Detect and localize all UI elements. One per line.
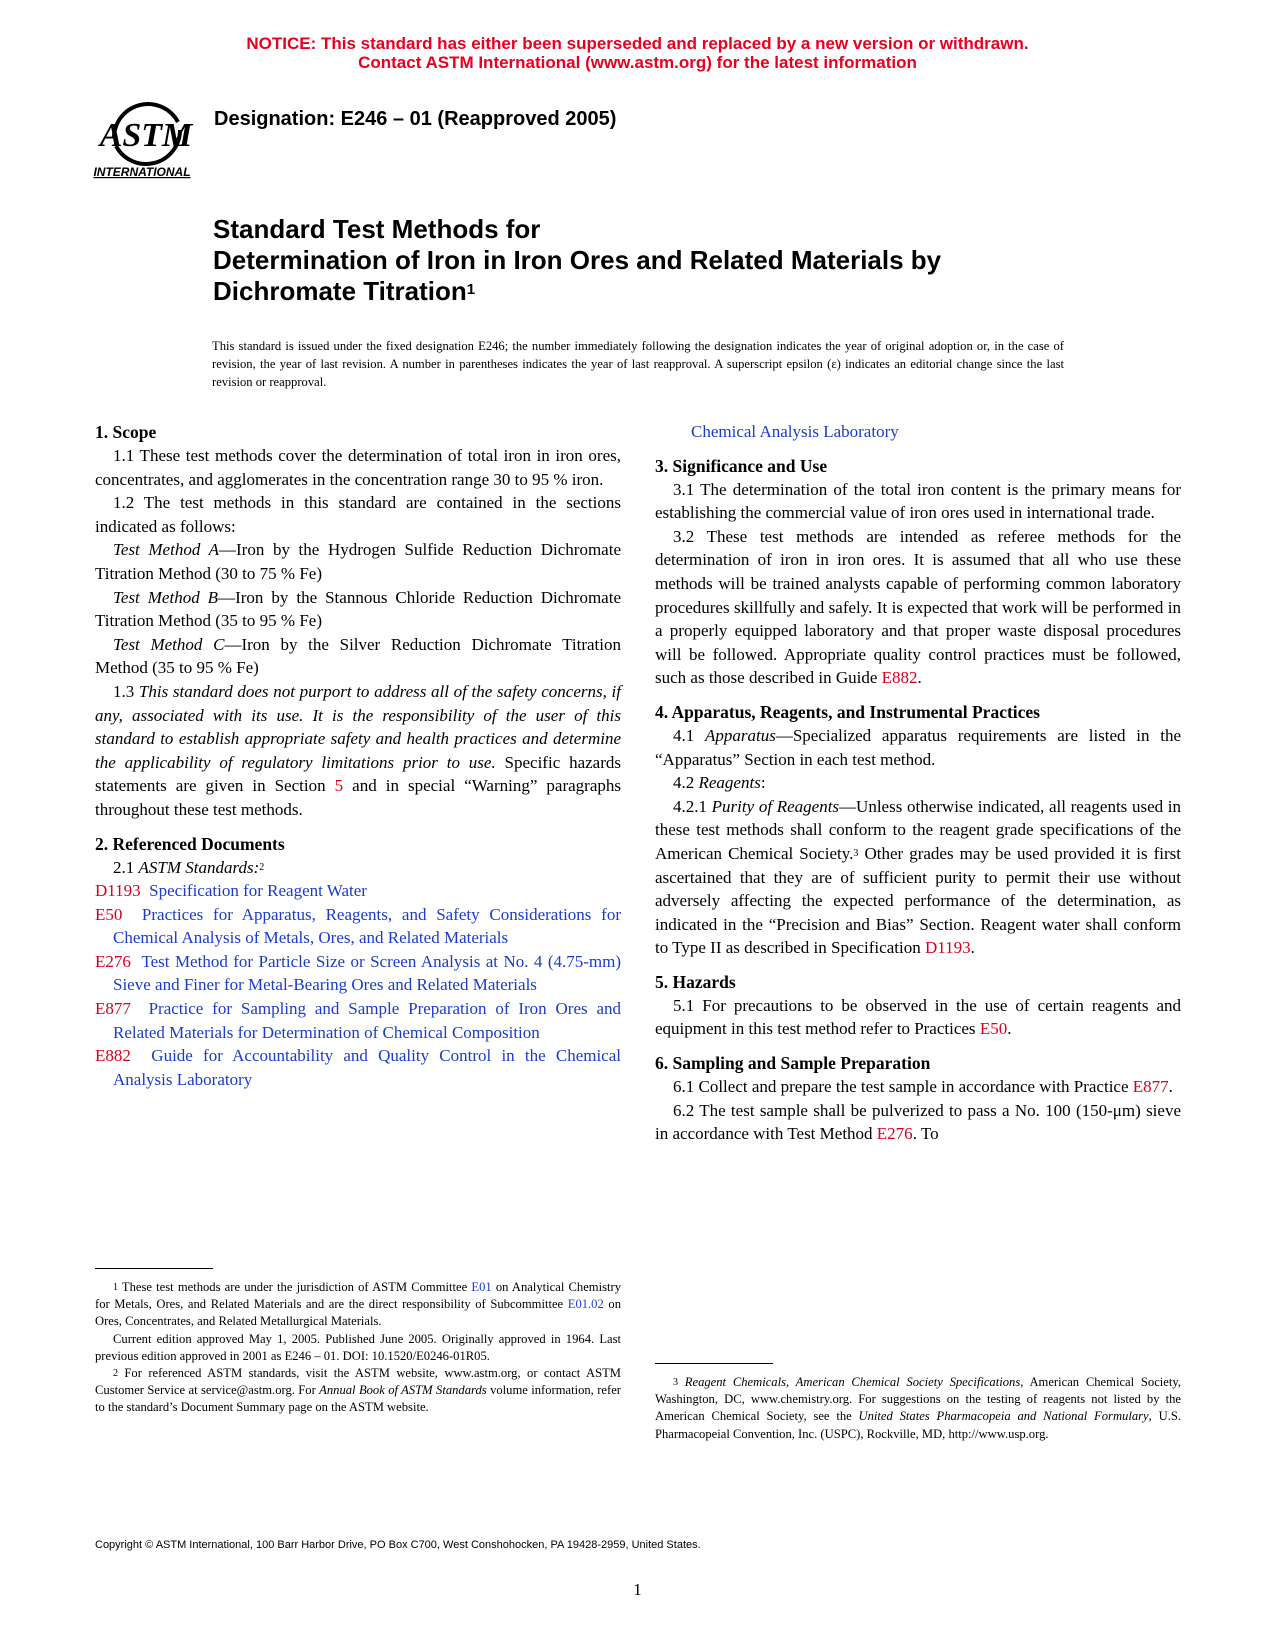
para-4-2-1-end: . — [970, 938, 975, 958]
ref-d1193[interactable] — [95, 879, 621, 903]
para-3-2-end: . — [917, 668, 922, 688]
para-6-1-end: . — [1168, 1077, 1173, 1097]
method-a-text: —Iron by the Hydrogen Sulfide Reduction Dichromate Titration Method (30 to 75 % Fe) — [95, 540, 621, 583]
para-4-2-1-text-b: Other grades may be used provided it is first ascertained that they are of sufficient purity to permit their use without adversely affecting the expected performance of the determination, as indicated in the “Precision and Bias” Section. Reagent water shall conform to Type II as described in Specification — [655, 843, 1181, 958]
para-3-2-text: 3.2 These test methods are intended as referee methods for the determination of iron in iron ores. It is assumed that all who use these methods will be trained analysts capable of performing common laboratory procedures skillfully and safely. It is expected that work will be performed in a properly equipped laboratory and that proper waste disposal procedures will be followed. Appropriate quality control practices must be followed, such as those described in Guide — [655, 526, 1181, 688]
right-footnotes — [655, 1363, 1181, 1443]
footnote-2-text-b: volume information, refer to the standard’s Document Summary page on the ASTM website. — [95, 1383, 621, 1415]
fixed-designation-note: This standard is issued under the fixed designation E246; the number immediately following the designation indicates the year of original adoption or, in the case of revision, the year of last revision. A number in parentheses indicates the year of last reapproval. A superscript epsilon (ε) indicates an editorial change since the last revision or reapproval. — [212, 339, 1064, 389]
footnote-3-italic-2: United States Pharmacopeia and National Formulary — [858, 1409, 1149, 1424]
ref-code[interactable]: D1193 — [95, 881, 141, 901]
footnote-3-mark: 3 — [673, 1377, 678, 1388]
footnote-3 — [655, 1374, 1181, 1443]
ref-code[interactable]: E877 — [95, 999, 131, 1019]
footnote-rule — [655, 1363, 773, 1364]
footnote-2 — [95, 1365, 621, 1417]
logo-letters: ASTM — [99, 117, 193, 154]
para-3-1: 3.1 The determination of the total iron content is the primary means for establishing the commercial value of iron ores used in international trade. — [655, 479, 1181, 523]
para-4-2-1-number: 4.2.1 — [673, 796, 707, 816]
withdrawal-notice — [0, 34, 1275, 72]
e877-link[interactable]: E877 — [1132, 1077, 1169, 1097]
astm-logo-icon — [94, 86, 198, 182]
section-5-link[interactable]: 5 — [334, 776, 344, 796]
ref-title[interactable]: Specification for Reagent Water — [149, 881, 367, 901]
method-b-text: —Iron by the Stannous Chloride Reduction Dichromate Titration Method (35 to 95 % Fe) — [95, 587, 621, 631]
method-c-text: —Iron by the Silver Reduction Dichromate Titration Method (35 to 95 % Fe) — [95, 634, 621, 678]
section-2-heading: 2. Referenced Documents — [95, 833, 285, 854]
para-1-2: 1.2 The test methods in this standard are contained in the sections indicated as follows: — [95, 493, 621, 536]
para-4-2-colon: : — [760, 773, 766, 793]
para-4-2-label: Reagents — [698, 773, 761, 793]
para-4-1 — [655, 724, 1181, 771]
footnote-2-mark: 2 — [113, 1368, 118, 1380]
designation: Designation: E246 – 01 (Reapproved 2005) — [214, 108, 617, 130]
method-c — [95, 633, 621, 680]
ref-title[interactable]: Practices for Apparatus, Reagents, and Safety Considerations for Chemical Analysis of Metals, Ores, and Related Materials — [113, 904, 621, 948]
method-c-label: Test Method C — [113, 634, 225, 654]
committee-e01-link[interactable]: E01 — [471, 1280, 492, 1294]
para-5-1-text: 5.1 For precautions to be observed in the use of certain reagents and equipment in this test method refer to Practices — [655, 995, 1181, 1039]
ref-title[interactable]: Practice for Sampling and Sample Preparation of Iron Ores and Related Materials for Determination of Chemical Composition — [113, 999, 621, 1042]
para-4-1-label: Apparatus — [704, 725, 776, 745]
ref-e50[interactable] — [95, 903, 621, 950]
footnote-1-edition: Current edition approved May 1, 2005. Published June 2005. Originally approved in 1964. Last previous edition approved in 2001 as E246 – 01. DOI: 10.1520/E0246-01R05. — [95, 1331, 621, 1363]
footnote-1-text-a: These test methods are under the jurisdiction of ASTM Committee — [118, 1280, 472, 1294]
footnote-3-text-b: , U.S. Pharmacopeial Convention, Inc. (USPC), Rockville, MD, http://www.usp.org. — [655, 1409, 1181, 1441]
para-2-1-number: 2.1 — [113, 857, 135, 877]
para-5-1-end: . — [1007, 1019, 1012, 1039]
footnote-1-mark: 1 — [113, 1282, 118, 1293]
method-a-label: Test Method A — [113, 540, 220, 560]
para-2-1 — [95, 856, 621, 880]
para-4-2-1-label: Purity of Reagents — [711, 796, 840, 816]
section-3-heading: 3. Significance and Use — [655, 455, 828, 476]
right-column — [655, 420, 1181, 1146]
e882-link[interactable]: E882 — [881, 668, 918, 688]
para-1-3-safety: This standard does not purport to address all of the safety concerns, if any, associated with its use. It is the responsibility of the user of this standard to establish appropriate safety and health practices and determine the applicability of regulatory limitations prior to use. — [95, 681, 621, 772]
document-title — [213, 214, 941, 307]
para-1-1: 1.1 These test methods cover the determination of total iron in iron ores, concentrates, and agglomerates in the concentration range 30 to 95 % iron. — [95, 446, 621, 489]
title-line-2: Determination of Iron in Iron Ores and Related Materials by — [213, 245, 942, 275]
para-1-3-text-b: and in special “Warning” paragraphs throughout these test methods. — [95, 776, 621, 819]
title-line-3: Dichromate Titration — [213, 276, 467, 306]
method-b-label: Test Method B — [113, 587, 219, 607]
ref-title[interactable]: Guide for Accountability and Quality Control in the Chemical Analysis Laboratory — [113, 1046, 621, 1089]
left-footnotes — [95, 1268, 621, 1417]
footnote-1 — [95, 1279, 621, 1331]
para-6-1 — [655, 1075, 1181, 1099]
para-4-2 — [655, 771, 1181, 795]
ref-e882[interactable] — [95, 1044, 621, 1089]
method-a — [95, 538, 621, 585]
para-4-1-number: 4.1 — [673, 725, 695, 745]
ref-code[interactable]: E882 — [95, 1046, 131, 1066]
title-line-1: Standard Test Methods for — [213, 214, 541, 244]
ref-title[interactable]: Test Method for Particle Size or Screen Analysis at No. 4 (4.75-mm) Sieve and Finer for Metal-Bearing Ores and Related Materials — [113, 951, 621, 995]
para-4-1-text: —Specialized apparatus requirements are listed in the “Apparatus” Section in each test method. — [655, 725, 1181, 769]
para-6-2 — [655, 1099, 1181, 1146]
para-6-2-text: 6.2 The test sample shall be pulverized to pass a No. 100 (150-μm) sieve in accordance with Test Method — [655, 1100, 1181, 1144]
section-4-heading: 4. Apparatus, Reagents, and Instrumental Practices — [655, 701, 1040, 722]
ref-code[interactable]: E276 — [95, 951, 131, 971]
notice-line-2: Contact ASTM International (www.astm.org) for the latest information — [358, 53, 917, 72]
page-number: 1 — [633, 1580, 642, 1599]
notice-line-1: NOTICE: This standard has either been superseded and replaced by a new version or withdrawn. — [246, 34, 1029, 53]
para-2-1-label: ASTM Standards: — [138, 857, 260, 877]
para-1-3-text-a: Specific hazards statements are given in Section — [95, 752, 621, 796]
left-column — [95, 420, 621, 1089]
section-1-heading: 1. Scope — [95, 422, 157, 442]
section-6-heading: 6. Sampling and Sample Preparation — [655, 1053, 931, 1074]
d1193-link[interactable]: D1193 — [924, 938, 971, 958]
para-6-2-end: . To — [912, 1124, 939, 1144]
footnote-rule — [95, 1268, 213, 1269]
para-6-1-text: 6.1 Collect and prepare the test sample in accordance with Practice — [673, 1077, 1133, 1097]
title-footnote-mark: 1 — [466, 281, 476, 298]
para-1-3 — [95, 680, 621, 822]
footnote-3-text-a: , American Chemical Society, Washington, DC, www.chemistry.org. For suggestions on the testing of reagents not listed by the American Chemical Society, see the — [655, 1375, 1181, 1424]
footnote-1-text-b: on Analytical Chemistry for Metals, Ores, and Related Materials and are the direct responsibility of Subcommittee — [95, 1280, 621, 1312]
footnote-2-italic: Annual Book of ASTM Standards — [319, 1383, 487, 1398]
para-4-2-number: 4.2 — [673, 773, 695, 793]
section-5-heading: 5. Hazards — [655, 971, 736, 992]
ref-e882-continuation[interactable]: Chemical Analysis Laboratory — [691, 422, 899, 441]
e50-link[interactable]: E50 — [979, 1019, 1008, 1039]
footnote-2-text-a: For referenced ASTM standards, visit the ASTM website, www.astm.org, or contact ASTM Customer Service at service@astm.org. For — [95, 1366, 621, 1398]
ref-e276[interactable] — [95, 950, 621, 997]
para-4-2-1 — [655, 795, 1181, 960]
para-4-2-1-text-a: —Unless otherwise indicated, all reagents used in these test methods shall conform to the reagent grade specifications of the American Chemical Society. — [655, 796, 1182, 863]
method-b — [95, 586, 621, 633]
footnote-1-text-c: on Ores, Concentrates, and Related Metallurgical Materials. — [95, 1297, 621, 1329]
para-4-2-1-footnote-mark: 3 — [853, 847, 859, 859]
logo-international-text: INTERNATIONAL — [93, 165, 191, 179]
para-5-1 — [655, 994, 1181, 1041]
footnote-3-italic-1: Reagent Chemicals, American Chemical Society Specifications — [684, 1375, 1021, 1389]
astm-logo — [94, 86, 198, 182]
subcommittee-e01-02-link[interactable]: E01.02 — [567, 1297, 604, 1312]
ref-e877[interactable] — [95, 997, 621, 1044]
para-3-2 — [655, 525, 1181, 690]
para-2-1-footnote-mark: 2 — [259, 861, 265, 873]
para-1-3-number: 1.3 — [113, 681, 135, 701]
e276-link[interactable]: E276 — [876, 1124, 913, 1144]
copyright: Copyright © ASTM International, 100 Barr Harbor Drive, PO Box C700, West Conshohocken, PA 19428-2959, United States. — [95, 1539, 701, 1551]
ref-code[interactable]: E50 — [95, 904, 123, 924]
